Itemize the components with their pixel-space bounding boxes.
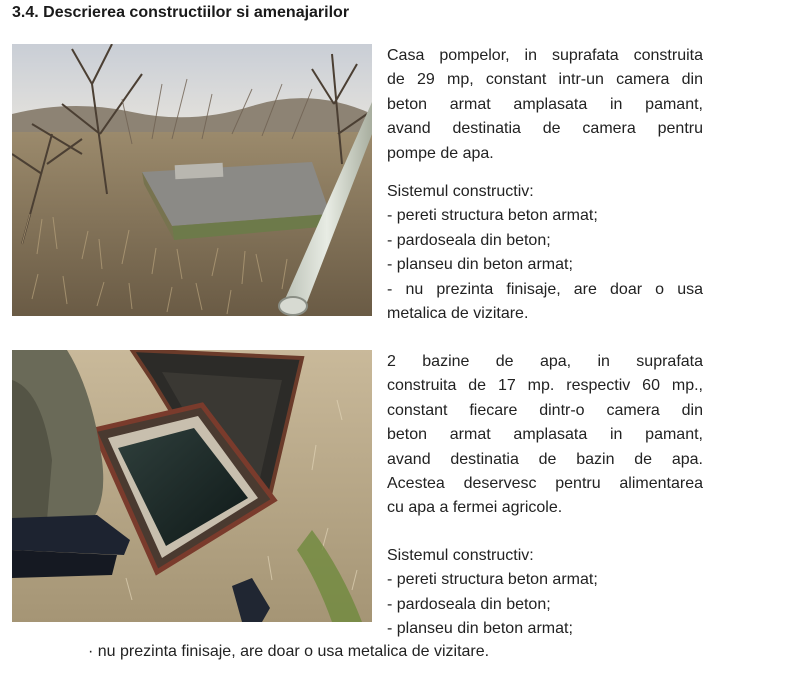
section-heading: 3.4. Descrierea constructiilor si amenajarilor: [12, 4, 350, 21]
water-basin-description: [387, 350, 703, 521]
description-line: construita de 17 mp. respectiv 60 mp.,: [387, 377, 703, 395]
description-line: Acestea deservesc pentru alimentarea: [387, 475, 703, 493]
construction-item: - pereti structura beton armat;: [387, 571, 598, 589]
pump-house-construction-list: [387, 180, 703, 326]
description-line: Casa pompelor, in suprafata construita: [387, 47, 703, 64]
pump-house-description: [387, 44, 703, 166]
description-line: pompe de apa.: [387, 144, 494, 162]
description-line: avand destinatia de camera pentru: [387, 120, 703, 138]
pump-house-photo: [12, 44, 372, 316]
description-line: 2 bazine de apa, in suprafata: [387, 353, 703, 370]
construction-item: - planseu din beton armat;: [387, 256, 573, 274]
description-line: avand destinatia de bazin de apa.: [387, 450, 703, 468]
construction-title: Sistemul constructiv:: [387, 183, 534, 200]
description-line: beton armat amplasata in pamant,: [387, 426, 703, 444]
water-basin-photo: [12, 350, 372, 622]
construction-item: metalica de vizitare.: [387, 305, 529, 323]
description-line: beton armat amplasata in pamant,: [387, 95, 703, 113]
construction-item: - pardoseala din beton;: [387, 231, 551, 249]
construction-item: - nu prezinta finisaje, are doar o usa: [387, 280, 703, 298]
construction-title: Sistemul constructiv:: [387, 547, 534, 564]
description-line: cu apa a fermei agricole.: [387, 499, 563, 517]
construction-item: - planseu din beton armat;: [387, 620, 573, 638]
description-line: constant fiecare dintr-o camera din: [387, 401, 703, 419]
finish-note-line: · nu prezinta finisaje, are doar o usa metalica de vizitare.: [88, 643, 490, 660]
construction-item: - pardoseala din beton;: [387, 595, 551, 613]
construction-item: - pereti structura beton armat;: [387, 207, 598, 225]
water-basin-construction-list: [387, 544, 703, 642]
description-line: de 29 mp, constant intr-un camera din: [387, 71, 703, 89]
